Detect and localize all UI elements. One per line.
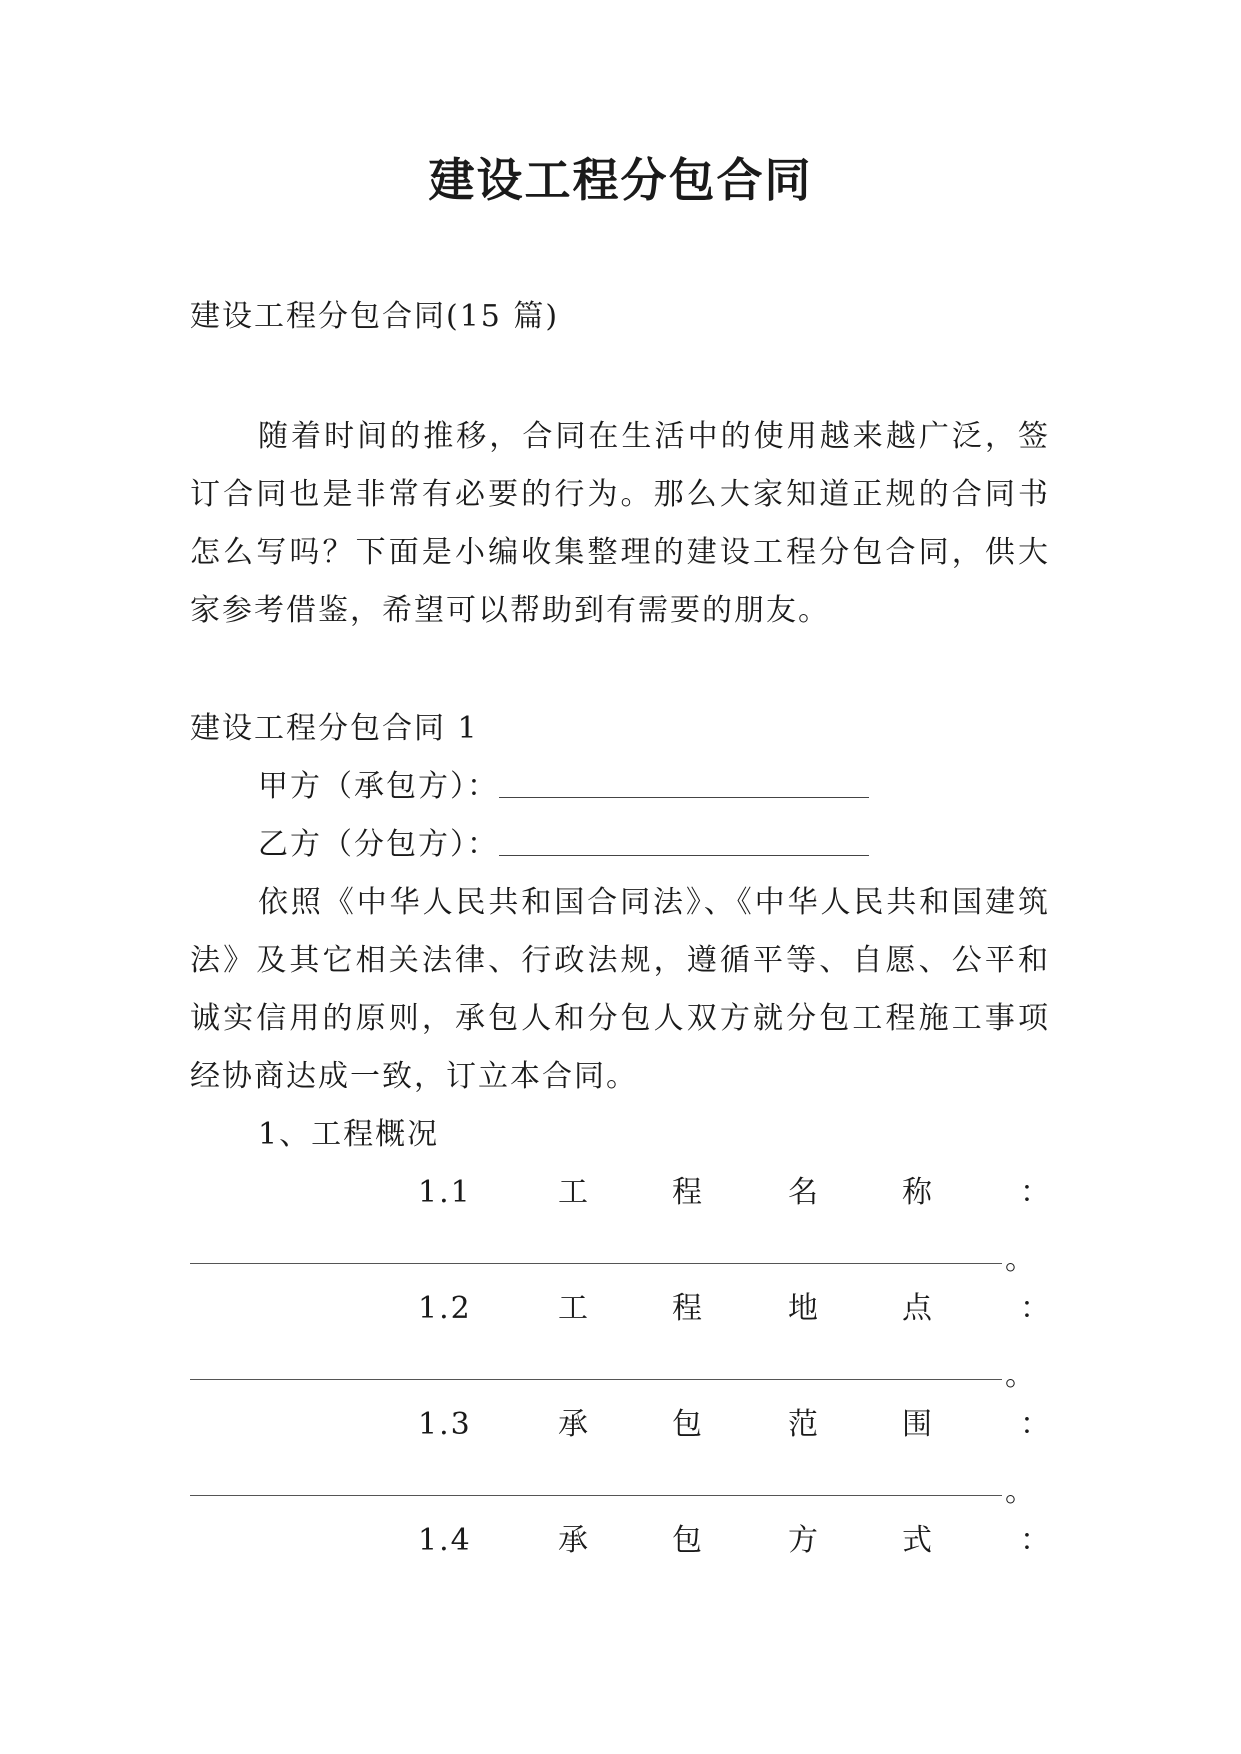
item-label-char: 程 [672,1175,702,1210]
item-colon: ： [1020,1523,1050,1558]
item-label-char: 名 [788,1175,818,1210]
item-label-char: 方 [788,1523,818,1558]
section-title: 建设工程分包合同 1 [190,711,479,746]
line-end-period: 。 [1005,1242,1035,1277]
fill-in-line [190,1494,1002,1496]
item-label-char: 包 [672,1523,702,1558]
preamble-paragraph: 依照《中华人民共和国合同法》、《中华人民共和国建筑法》及其它相关法律、行政法规，遵循平等、自愿、公平和诚实信用的原则，承包人和分包人双方就分包工程施工事项经协商达成一致，订立本合同。 [190,885,1050,1094]
item-number: 1.2 [418,1291,472,1326]
line-end-period: 。 [1005,1474,1035,1509]
fill-in-line [190,1262,1002,1264]
item-label-char: 工 [558,1291,588,1326]
item-label-char: 式 [902,1523,932,1558]
clause-heading: 1、工程概况 [258,1117,440,1152]
clause-item-row [190,1164,1050,1222]
party-a-blank [499,763,869,798]
party-b-label: 乙方（分包方）： [258,827,499,862]
item-label-char: 包 [672,1407,702,1442]
line-end-period: 。 [1005,1358,1035,1393]
fill-in-line [190,1378,1002,1380]
document-subtitle: 建设工程分包合同(15 篇) [190,299,560,334]
party-a-line [258,758,869,816]
party-a-label: 甲方（承包方）： [258,769,499,804]
item-number: 1.1 [418,1175,472,1210]
item-label-char: 地 [788,1291,818,1326]
item-label-char: 点 [902,1291,932,1326]
intro-paragraph: 随着时间的推移，合同在生活中的使用越来越广泛，签订合同也是非常有必要的行为。那么大家知道正规的合同书怎么写吗？下面是小编收集整理的建设工程分包合同，供大家参考借鉴，希望可以帮助到有需要的朋友。 [190,419,1050,628]
item-label-char: 承 [558,1523,588,1558]
item-colon: ： [1020,1175,1050,1210]
party-b-line [258,816,869,874]
item-number: 1.4 [418,1523,472,1558]
clause-item-row [190,1280,1050,1338]
item-label-char: 范 [788,1407,818,1442]
item-label-char: 称 [902,1175,932,1210]
clause-item-row [190,1396,1050,1454]
item-label-char: 程 [672,1291,702,1326]
item-number: 1.3 [418,1407,472,1442]
item-label-char: 工 [558,1175,588,1210]
clause-item-row [190,1512,1050,1570]
item-colon: ： [1020,1291,1050,1326]
document-title: 建设工程分包合同 [428,153,813,207]
item-label-char: 围 [902,1407,932,1442]
item-label-char: 承 [558,1407,588,1442]
item-colon: ： [1020,1407,1050,1442]
party-b-blank [499,821,869,856]
